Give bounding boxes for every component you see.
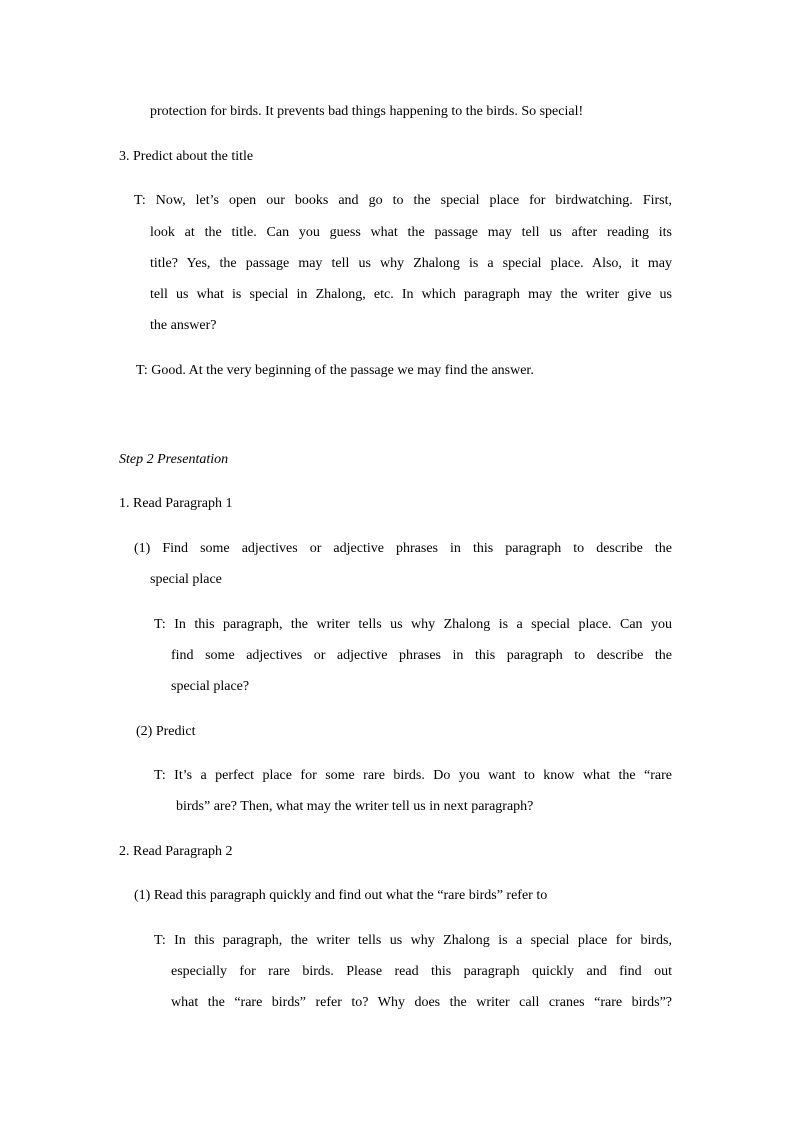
text-line: the answer? (150, 318, 217, 333)
text-line: T: Now, let’s open our books and go to the special place for birdwatching. First, (134, 193, 672, 208)
step-heading: Step 2 Presentation (119, 452, 229, 467)
section-heading: 3. Predict about the title (119, 149, 254, 164)
text-line: T: In this paragraph, the writer tells us why Zhalong is a special place. Can you (154, 617, 672, 632)
text-line: (1) Find some adjectives or adjective phrases in this paragraph to describe the (134, 541, 672, 556)
text-line: what the “rare birds” refer to? Why does the writer call cranes “rare birds”? (171, 995, 672, 1010)
text-line: look at the title. Can you guess what the passage may tell us after reading its (150, 225, 672, 240)
text-line: (1) Read this paragraph quickly and find out what the “rare birds” refer to (134, 888, 548, 903)
text-line: special place? (171, 679, 250, 694)
text-line: T: Good. At the very beginning of the passage we may find the answer. (136, 363, 534, 378)
text-line: birds” are? Then, what may the writer tell us in next paragraph? (176, 799, 534, 814)
text-line: tell us what is special in Zhalong, etc. In which paragraph may the writer give us (150, 287, 672, 302)
text-line: T: It’s a perfect place for some rare birds. Do you want to know what the “rare (154, 768, 672, 783)
text-line: find some adjectives or adjective phrases in this paragraph to describe the (171, 648, 672, 663)
text-line: title? Yes, the passage may tell us why Zhalong is a special place. Also, it may (150, 256, 672, 271)
text-line: special place (150, 572, 222, 587)
text-line: especially for rare birds. Please read this paragraph quickly and find out (171, 964, 672, 979)
section-heading: 1. Read Paragraph 1 (119, 496, 233, 511)
text-line: (2) Predict (136, 724, 196, 739)
text-line: T: In this paragraph, the writer tells us why Zhalong is a special place for birds, (154, 933, 672, 948)
text-line: protection for birds. It prevents bad things happening to the birds. So special! (150, 104, 584, 119)
section-heading: 2. Read Paragraph 2 (119, 844, 233, 859)
